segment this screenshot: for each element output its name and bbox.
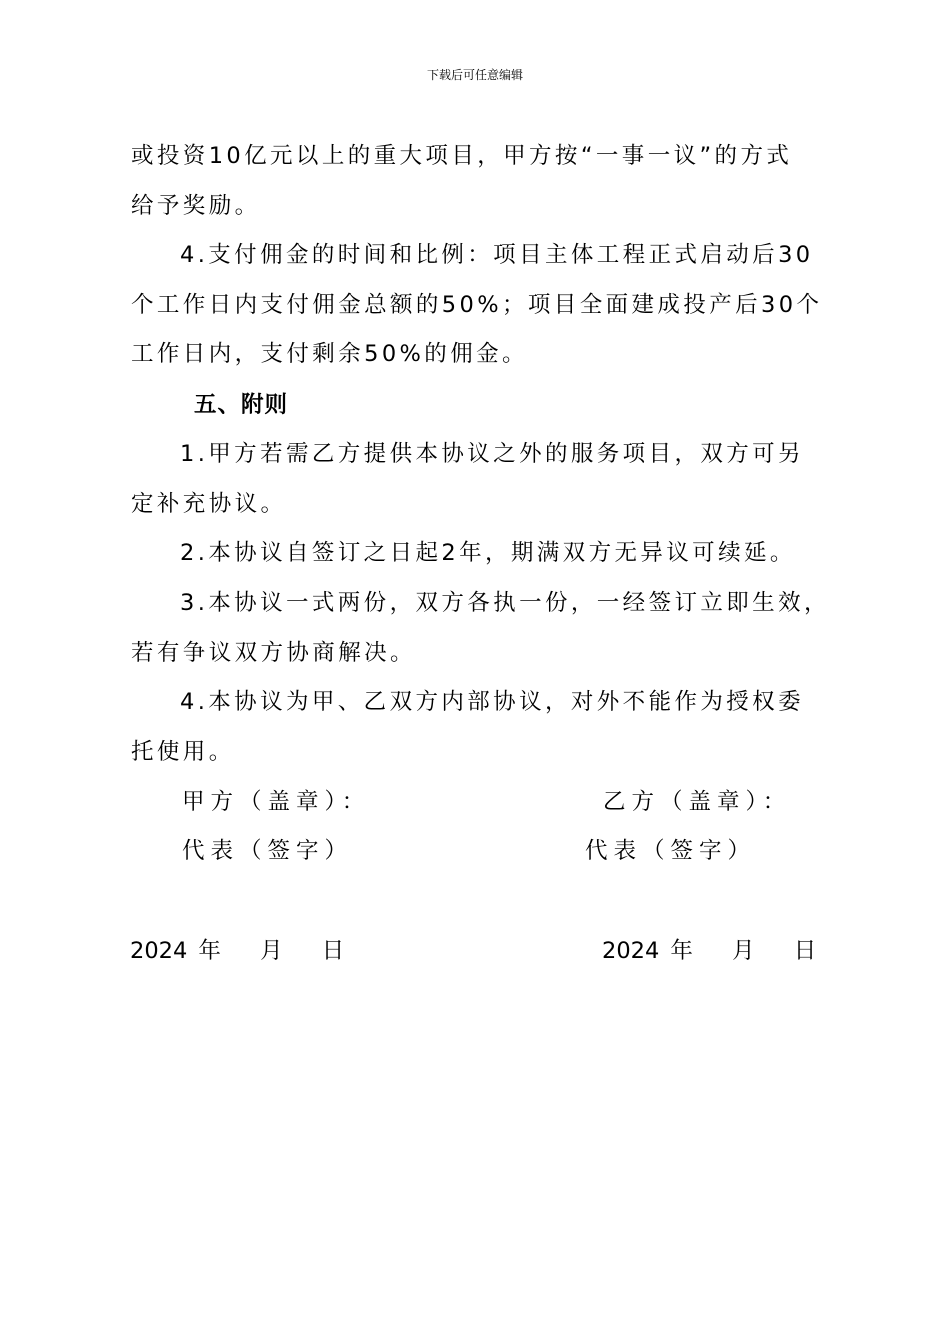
date-year-unit: 年 (198, 938, 221, 964)
party-b-seal-label: 乙方（盖章）： (603, 789, 792, 815)
clause-1-line-1: 1.甲方若需乙方提供本协议之外的服务项目，双方可另 (180, 441, 804, 467)
body-line: 若有争议双方协商解决。 (131, 640, 416, 666)
date-year-unit: 年 (670, 938, 693, 964)
section-heading: 五、附则 (194, 392, 289, 418)
party-a-rep-label: 代表（签字） (182, 838, 354, 864)
date-month-unit: 月 (260, 938, 283, 964)
body-line: 定补充协议。 (131, 491, 287, 517)
date-day-unit: 日 (321, 938, 345, 964)
party-b-rep-label: 代表（签字） (585, 838, 757, 864)
date-year: 2024 (130, 938, 188, 964)
clause-3-line-1: 3.本协议一式两份，双方各执一份，一经签订立即生效， (180, 590, 830, 616)
body-line: 给予奖励。 (131, 193, 261, 219)
clause-4-line-1: 4.本协议为甲、乙双方内部协议，对外不能作为授权委 (180, 689, 804, 715)
clause-4-line-1: 4.支付佣金的时间和比例：项目主体工程正式启动后30 (180, 242, 814, 268)
date-day-unit: 日 (793, 938, 817, 964)
body-line: 或投资10亿元以上的重大项目，甲方按“一事一议”的方式 (131, 143, 793, 169)
page-header-note: 下载后可任意编辑 (426, 68, 523, 82)
date-year: 2024 (602, 938, 660, 964)
party-a-date (130, 940, 344, 963)
body-line: 个工作日内支付佣金总额的50%；项目全面建成投产后30个 (131, 292, 823, 318)
body-line: 工作日内，支付剩余50%的佣金。 (131, 341, 528, 367)
party-a-seal-label: 甲方（盖章）： (182, 789, 371, 815)
party-b-date (602, 940, 816, 963)
date-month-unit: 月 (732, 938, 755, 964)
clause-2-line: 2.本协议自签订之日起2年，期满双方无异议可续延。 (180, 540, 796, 566)
body-line: 托使用。 (131, 739, 235, 765)
